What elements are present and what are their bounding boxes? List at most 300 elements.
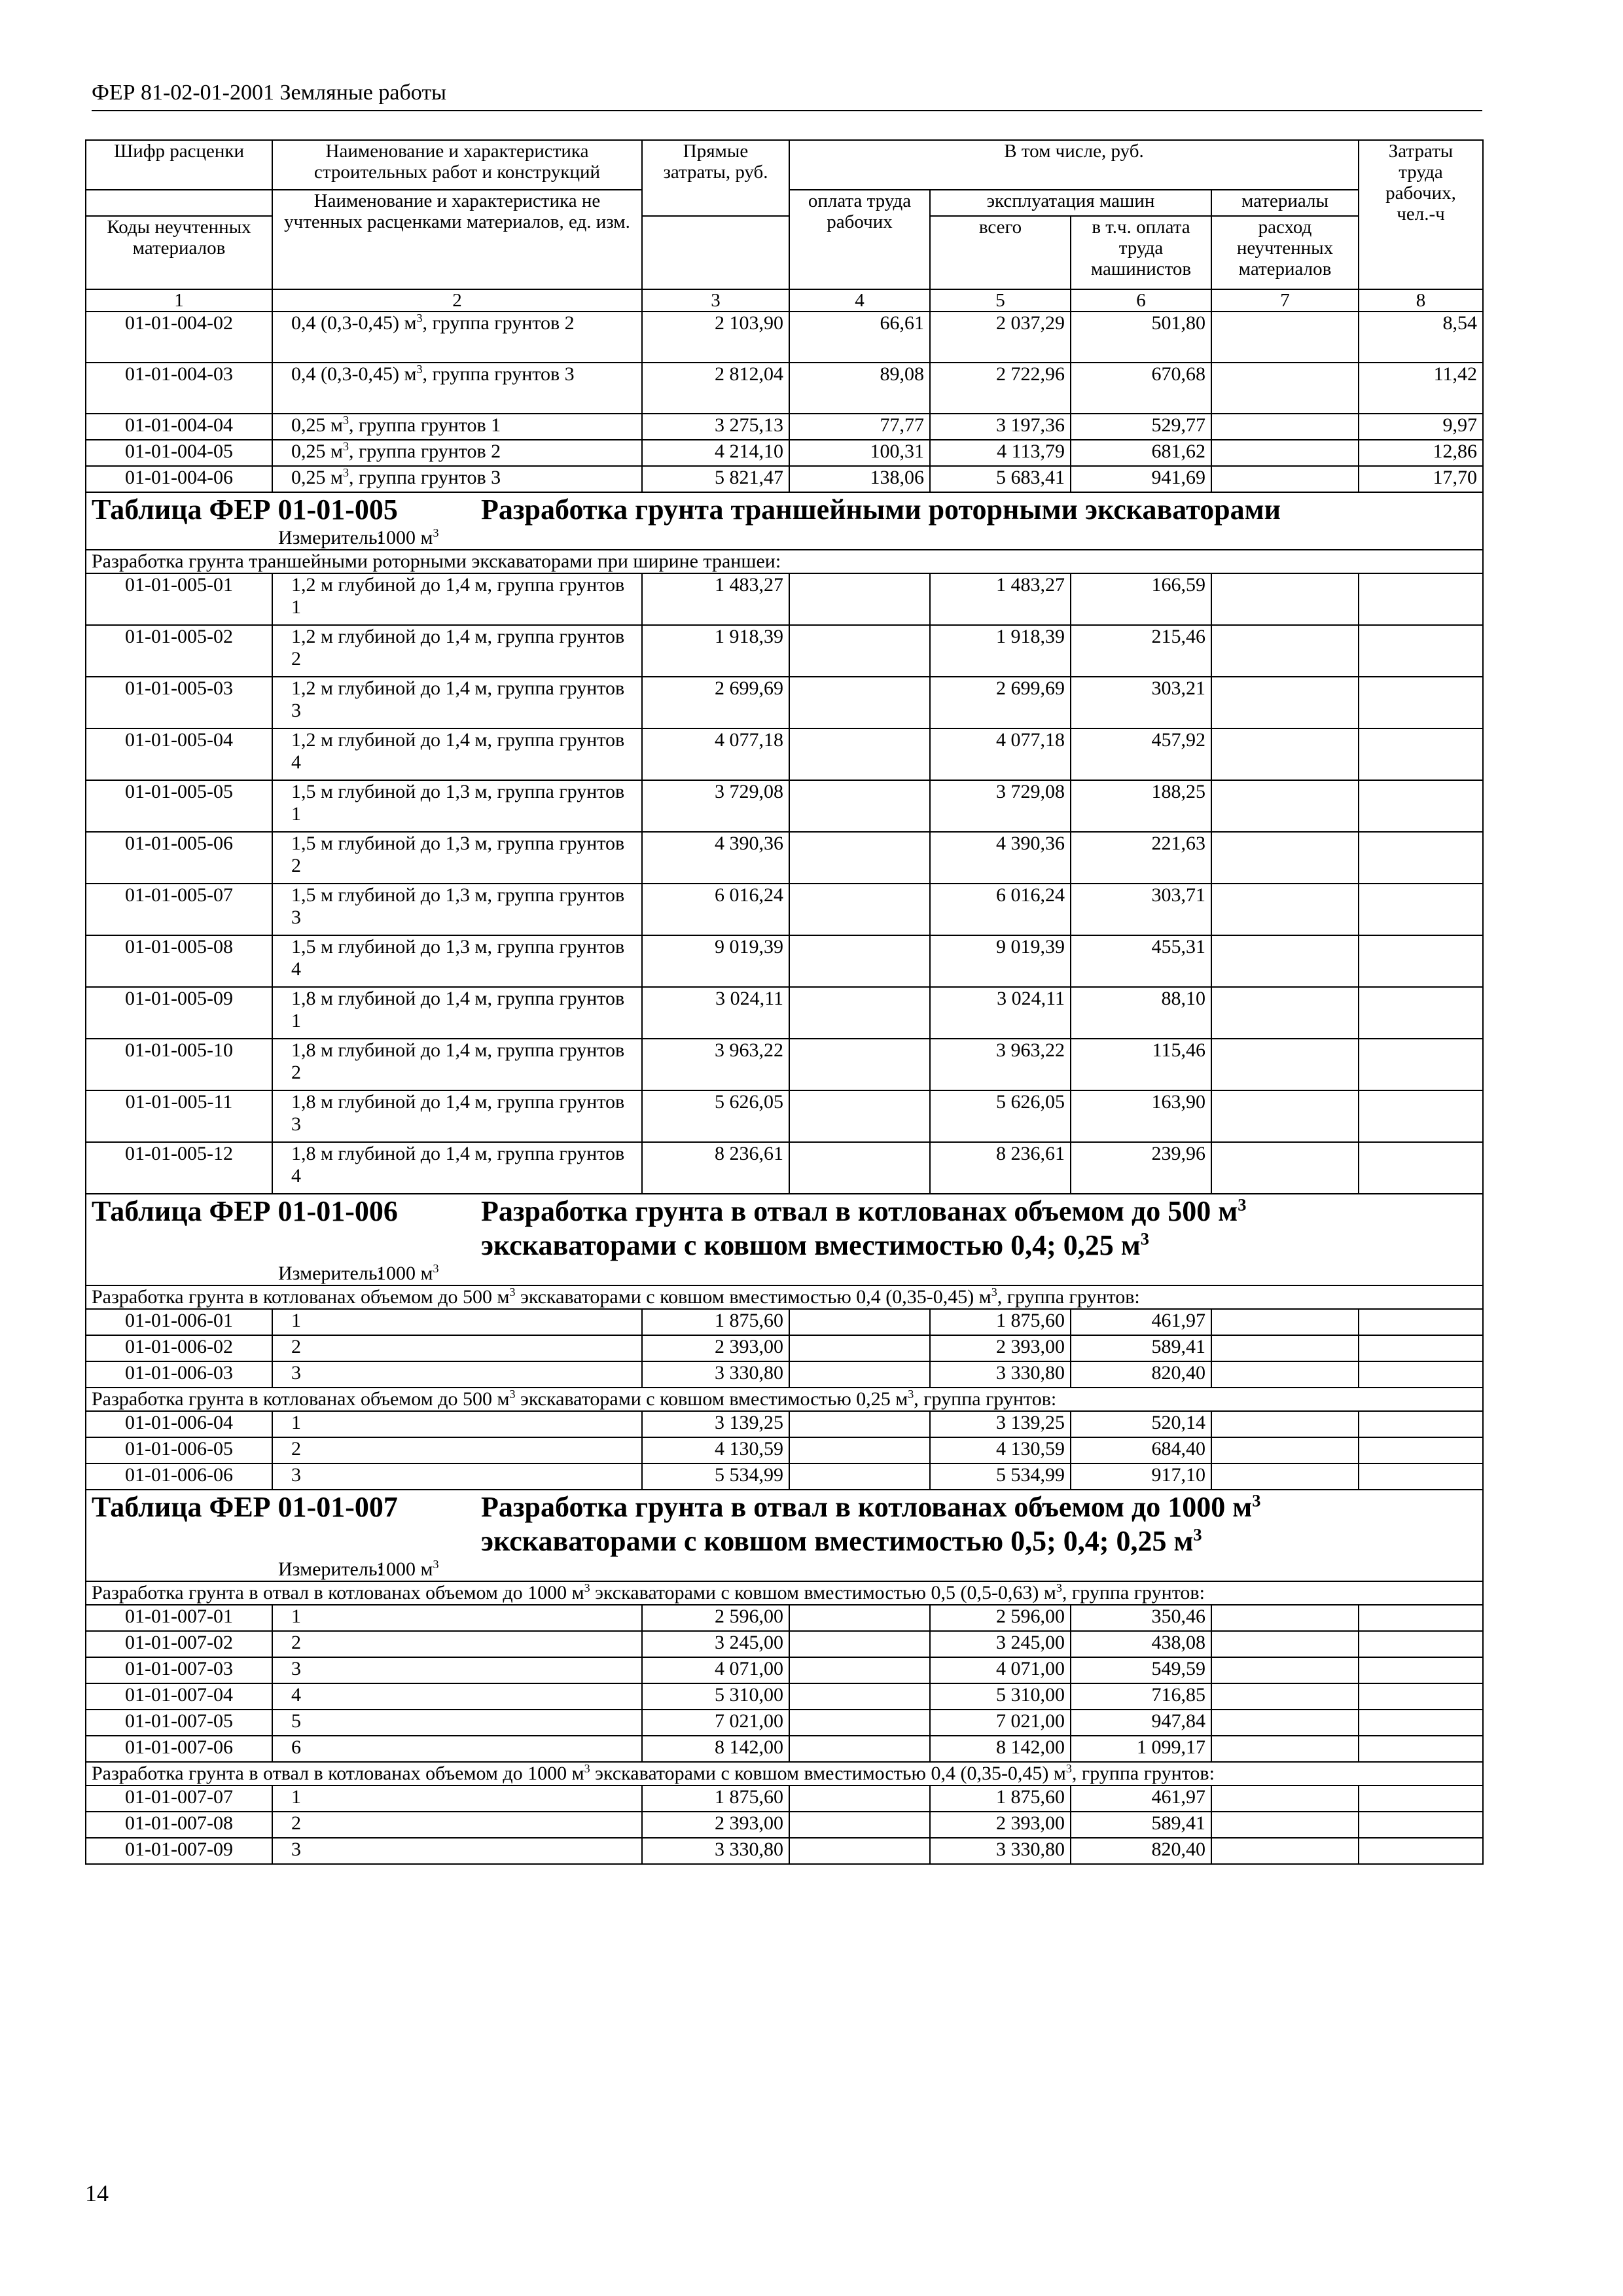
rate-name: 1,8 м глубиной до 1,4 м, группа грунтов 4 (272, 1142, 642, 1194)
wages-cost (789, 1142, 930, 1194)
direct-cost: 3 024,11 (642, 987, 789, 1039)
machines-cost: 1 483,27 (930, 573, 1071, 625)
machinists-wages: 221,63 (1071, 832, 1211, 884)
wages-cost: 77,77 (789, 414, 930, 440)
col-header-materials: материалы (1211, 190, 1359, 216)
rate-code: 01-01-004-02 (86, 312, 272, 363)
machines-cost: 1 875,60 (930, 1309, 1071, 1335)
measure-unit (92, 527, 1477, 549)
rate-code: 01-01-004-04 (86, 414, 272, 440)
direct-cost: 4 214,10 (642, 440, 789, 466)
table-row (86, 1361, 1483, 1388)
machinists-wages: 820,40 (1071, 1361, 1211, 1388)
materials-cost (1211, 832, 1359, 884)
rate-code: 01-01-005-04 (86, 728, 272, 780)
col-num: 8 (1359, 289, 1483, 312)
materials-cost (1211, 1361, 1359, 1388)
table-title: Разработка грунта в отвал в котлованах объемом до 500 $м^3$ (481, 1194, 1247, 1227)
rate-code: 01-01-006-05 (86, 1437, 272, 1463)
materials-cost (1211, 987, 1359, 1039)
wages-cost (789, 935, 930, 987)
col-header-name: Наименование и характеристика строительных работ и конструкций (272, 140, 642, 190)
rate-name: 2 (272, 1437, 642, 1463)
machines-cost: 2 722,96 (930, 363, 1071, 414)
machinists-wages: 166,59 (1071, 573, 1211, 625)
machinists-wages: 1 099,17 (1071, 1736, 1211, 1762)
machines-cost: 3 245,00 (930, 1631, 1071, 1657)
wages-cost (789, 884, 930, 935)
machines-cost: 3 963,22 (930, 1039, 1071, 1090)
machinists-wages: 438,08 (1071, 1631, 1211, 1657)
table-code: Таблица ФЕР 01-01-006 (92, 1195, 398, 1227)
labor-cost (1359, 1361, 1483, 1388)
machinists-wages: 501,80 (1071, 312, 1211, 363)
direct-cost: 3 330,80 (642, 1838, 789, 1864)
col-header-wages: оплата труда рабочих (789, 190, 930, 289)
section-note: Разработка грунта в котлованах объемом до 500 $м^3$ экскаваторами с ковшом вместимостью 0,25 $м^3$, группа грунтов: (86, 1388, 1483, 1411)
wages-cost (789, 1437, 930, 1463)
col-header-direct: Прямые затраты, руб. (642, 140, 789, 216)
labor-cost (1359, 987, 1483, 1039)
table-row (86, 466, 1483, 492)
labor-cost (1359, 1631, 1483, 1657)
direct-cost: 1 875,60 (642, 1785, 789, 1812)
rate-name: 1,8 м глубиной до 1,4 м, группа грунтов 2 (272, 1039, 642, 1090)
machinists-wages: 670,68 (1071, 363, 1211, 414)
machines-cost: 2 393,00 (930, 1335, 1071, 1361)
direct-cost: 2 596,00 (642, 1605, 789, 1631)
wages-cost (789, 1710, 930, 1736)
machines-cost: 4 077,18 (930, 728, 1071, 780)
rate-code: 01-01-006-04 (86, 1411, 272, 1437)
direct-cost: 4 390,36 (642, 832, 789, 884)
labor-cost (1359, 884, 1483, 935)
machinists-wages: 589,41 (1071, 1812, 1211, 1838)
machinists-wages: 941,69 (1071, 466, 1211, 492)
rate-code: 01-01-007-06 (86, 1736, 272, 1762)
rate-code: 01-01-007-02 (86, 1631, 272, 1657)
table-row (86, 728, 1483, 780)
rate-name: 0,4 (0,3-0,45) $м^3$, группа грунтов 3 (272, 363, 642, 414)
rate-name: 1,5 м глубиной до 1,3 м, группа грунтов 2 (272, 832, 642, 884)
labor-cost (1359, 1812, 1483, 1838)
materials-cost (1211, 1838, 1359, 1864)
machinists-wages: 303,71 (1071, 884, 1211, 935)
direct-cost: 3 963,22 (642, 1039, 789, 1090)
machines-cost: 3 197,36 (930, 414, 1071, 440)
col-num: 3 (642, 289, 789, 312)
section-note-row (86, 1285, 1483, 1309)
column-numbers-row (86, 289, 1483, 312)
wages-cost: 100,31 (789, 440, 930, 466)
labor-cost (1359, 1605, 1483, 1631)
rate-code: 01-01-004-03 (86, 363, 272, 414)
direct-cost: 8 236,61 (642, 1142, 789, 1194)
materials-cost (1211, 414, 1359, 440)
materials-cost (1211, 1309, 1359, 1335)
table-row (86, 1657, 1483, 1683)
machines-cost: 3 330,80 (930, 1838, 1071, 1864)
rate-code: 01-01-005-01 (86, 573, 272, 625)
table-title-line2: экскаваторами с ковшом вместимостью 0,4; 0,25 $м^3$ (481, 1229, 1149, 1261)
materials-cost (1211, 312, 1359, 363)
rate-name: 1,2 м глубиной до 1,4 м, группа грунтов 4 (272, 728, 642, 780)
machinists-wages: 455,31 (1071, 935, 1211, 987)
col-num: 7 (1211, 289, 1359, 312)
section-note: Разработка грунта в котлованах объемом до 500 $м^3$ экскаваторами с ковшом вместимостью 0,4 (0,35-0,45) $м^3$, группа грунтов: (86, 1285, 1483, 1309)
machines-cost: 5 310,00 (930, 1683, 1071, 1710)
labor-cost (1359, 1309, 1483, 1335)
table-row (86, 1838, 1483, 1864)
machines-cost: 3 330,80 (930, 1361, 1071, 1388)
machinists-wages: 684,40 (1071, 1437, 1211, 1463)
rate-name: 1,2 м глубиной до 1,4 м, группа грунтов 3 (272, 677, 642, 728)
labor-cost (1359, 1736, 1483, 1762)
rate-name: 3 (272, 1361, 642, 1388)
wages-cost (789, 832, 930, 884)
section-note-row (86, 1388, 1483, 1411)
table-row (86, 1631, 1483, 1657)
rate-name: 1 (272, 1785, 642, 1812)
machines-cost: 4 071,00 (930, 1657, 1071, 1683)
labor-cost (1359, 935, 1483, 987)
col-num: 4 (789, 289, 930, 312)
direct-cost: 4 077,18 (642, 728, 789, 780)
rate-code: 01-01-007-08 (86, 1812, 272, 1838)
materials-cost (1211, 1039, 1359, 1090)
table-row (86, 1309, 1483, 1335)
direct-cost: 5 821,47 (642, 466, 789, 492)
table-title-line2: экскаваторами с ковшом вместимостью 0,5; 0,4; 0,25 $м^3$ (481, 1524, 1202, 1557)
machinists-wages: 239,96 (1071, 1142, 1211, 1194)
labor-cost (1359, 832, 1483, 884)
machines-cost: 2 699,69 (930, 677, 1071, 728)
materials-cost (1211, 1411, 1359, 1437)
page-number: 14 (85, 2180, 109, 2206)
direct-cost: 2 699,69 (642, 677, 789, 728)
wages-cost (789, 1411, 930, 1437)
col-header-machines-total: всего (930, 216, 1071, 289)
table-row (86, 625, 1483, 677)
materials-cost (1211, 1463, 1359, 1490)
materials-cost (1211, 935, 1359, 987)
table-row (86, 935, 1483, 987)
machinists-wages: 88,10 (1071, 987, 1211, 1039)
measure-label: Измеритель: (278, 527, 383, 548)
direct-cost: 1 483,27 (642, 573, 789, 625)
rate-name: 0,25 $м^3$, группа грунтов 1 (272, 414, 642, 440)
measure-value: 1000 $м^3$ (376, 526, 439, 548)
col-header-incl: В том числе, руб. (789, 140, 1359, 190)
labor-cost (1359, 1411, 1483, 1437)
rate-name: 2 (272, 1631, 642, 1657)
rates-table (85, 139, 1484, 1865)
measure-unit (92, 1263, 1477, 1285)
wages-cost (789, 1309, 930, 1335)
rate-name: 3 (272, 1838, 642, 1864)
direct-cost: 4 130,59 (642, 1437, 789, 1463)
measure-value: 1000 $м^3$ (376, 1262, 439, 1284)
labor-cost (1359, 1683, 1483, 1710)
rate-code: 01-01-006-06 (86, 1463, 272, 1490)
col-num: 5 (930, 289, 1071, 312)
machinists-wages: 520,14 (1071, 1411, 1211, 1437)
table-row (86, 1463, 1483, 1490)
materials-cost (1211, 728, 1359, 780)
rate-name: 1,5 м глубиной до 1,3 м, группа грунтов 1 (272, 780, 642, 832)
machines-cost: 9 019,39 (930, 935, 1071, 987)
direct-cost: 2 103,90 (642, 312, 789, 363)
rate-name: 2 (272, 1335, 642, 1361)
machines-cost: 3 139,25 (930, 1411, 1071, 1437)
labor-cost (1359, 625, 1483, 677)
rate-code: 01-01-005-12 (86, 1142, 272, 1194)
rate-code: 01-01-004-06 (86, 466, 272, 492)
rate-code: 01-01-005-05 (86, 780, 272, 832)
measure-unit (92, 1558, 1477, 1581)
section-note: Разработка грунта траншейными роторными экскаваторами при ширине траншеи: (86, 550, 1483, 573)
section-note-row (86, 1581, 1483, 1605)
wages-cost (789, 677, 930, 728)
materials-cost (1211, 1142, 1359, 1194)
rate-code: 01-01-007-04 (86, 1683, 272, 1710)
rate-code: 01-01-006-02 (86, 1335, 272, 1361)
machines-cost: 5 534,99 (930, 1463, 1071, 1490)
rate-name: 1,5 м глубиной до 1,3 м, группа грунтов 3 (272, 884, 642, 935)
rate-code: 01-01-007-07 (86, 1785, 272, 1812)
direct-cost: 3 330,80 (642, 1361, 789, 1388)
col-header-code: Шифр расценки (86, 140, 272, 190)
col-num: 6 (1071, 289, 1211, 312)
rate-code: 01-01-005-03 (86, 677, 272, 728)
wages-cost (789, 987, 930, 1039)
rate-code: 01-01-006-03 (86, 1361, 272, 1388)
labor-cost (1359, 1463, 1483, 1490)
rate-code: 01-01-005-07 (86, 884, 272, 935)
table-row (86, 1605, 1483, 1631)
table-row (86, 312, 1483, 363)
machines-cost: 1 875,60 (930, 1785, 1071, 1812)
machines-cost: 4 113,79 (930, 440, 1071, 466)
rate-name: 4 (272, 1683, 642, 1710)
direct-cost: 6 016,24 (642, 884, 789, 935)
table-row (86, 1039, 1483, 1090)
materials-cost (1211, 440, 1359, 466)
direct-cost: 7 021,00 (642, 1710, 789, 1736)
wages-cost (789, 1463, 930, 1490)
machines-cost: 2 596,00 (930, 1605, 1071, 1631)
machines-cost: 2 393,00 (930, 1812, 1071, 1838)
table-row (86, 1335, 1483, 1361)
wages-cost (789, 573, 930, 625)
labor-cost (1359, 728, 1483, 780)
labor-cost: 12,86 (1359, 440, 1483, 466)
table-row (86, 1411, 1483, 1437)
machinists-wages: 350,46 (1071, 1605, 1211, 1631)
rate-name: 1 (272, 1411, 642, 1437)
table-row (86, 363, 1483, 414)
wages-cost (789, 1605, 930, 1631)
labor-cost: 17,70 (1359, 466, 1483, 492)
machinists-wages: 215,46 (1071, 625, 1211, 677)
materials-cost (1211, 363, 1359, 414)
direct-cost: 1 918,39 (642, 625, 789, 677)
labor-cost (1359, 1657, 1483, 1683)
wages-cost (789, 1361, 930, 1388)
section-note-row (86, 1762, 1483, 1785)
wages-cost: 66,61 (789, 312, 930, 363)
machinists-wages: 820,40 (1071, 1838, 1211, 1864)
section-note: Разработка грунта в отвал в котлованах объемом до 1000 $м^3$ экскаваторами с ковшом вместимостью 0,5 (0,5-0,63) $м^3$, группа грунтов: (86, 1581, 1483, 1605)
wages-cost: 138,06 (789, 466, 930, 492)
rate-name: 6 (272, 1736, 642, 1762)
materials-cost (1211, 1335, 1359, 1361)
materials-cost (1211, 1683, 1359, 1710)
machinists-wages: 457,92 (1071, 728, 1211, 780)
rate-name: 1 (272, 1309, 642, 1335)
table-row (86, 1785, 1483, 1812)
rate-name: 3 (272, 1463, 642, 1490)
machines-cost: 5 626,05 (930, 1090, 1071, 1142)
rate-name: 0,25 $м^3$, группа грунтов 3 (272, 466, 642, 492)
machines-cost: 6 016,24 (930, 884, 1071, 935)
machines-cost: 8 142,00 (930, 1736, 1071, 1762)
materials-cost (1211, 1657, 1359, 1683)
direct-cost: 5 534,99 (642, 1463, 789, 1490)
rate-name: 2 (272, 1812, 642, 1838)
materials-cost (1211, 884, 1359, 935)
machines-cost: 5 683,41 (930, 466, 1071, 492)
labor-cost (1359, 1785, 1483, 1812)
direct-cost: 2 393,00 (642, 1335, 789, 1361)
machinists-wages: 163,90 (1071, 1090, 1211, 1142)
table-code: Таблица ФЕР 01-01-005 (92, 493, 398, 526)
labor-cost (1359, 780, 1483, 832)
machinists-wages: 947,84 (1071, 1710, 1211, 1736)
wages-cost (789, 1812, 930, 1838)
materials-cost (1211, 1710, 1359, 1736)
rate-code: 01-01-005-10 (86, 1039, 272, 1090)
machinists-wages: 303,21 (1071, 677, 1211, 728)
labor-cost (1359, 1335, 1483, 1361)
labor-cost (1359, 677, 1483, 728)
wages-cost (789, 1335, 930, 1361)
labor-cost: 11,42 (1359, 363, 1483, 414)
wages-cost: 89,08 (789, 363, 930, 414)
materials-cost (1211, 1785, 1359, 1812)
table-title-row (86, 492, 1483, 550)
direct-cost: 4 071,00 (642, 1657, 789, 1683)
table-row (86, 780, 1483, 832)
direct-cost: 8 142,00 (642, 1736, 789, 1762)
table-title-row (86, 1490, 1483, 1581)
rate-code: 01-01-007-05 (86, 1710, 272, 1736)
section-note-row (86, 550, 1483, 573)
machinists-wages: 461,97 (1071, 1785, 1211, 1812)
table-title: Разработка грунта траншейными роторными экскаваторами (481, 493, 1281, 526)
labor-cost: 8,54 (1359, 312, 1483, 363)
direct-cost: 3 139,25 (642, 1411, 789, 1437)
section-note: Разработка грунта в отвал в котлованах объемом до 1000 $м^3$ экскаваторами с ковшом вместимостью 0,4 (0,35-0,45) $м^3$, группа грунтов: (86, 1762, 1483, 1785)
table-row (86, 414, 1483, 440)
machinists-wages: 681,62 (1071, 440, 1211, 466)
table-row (86, 1710, 1483, 1736)
col-header-name-materials: Наименование и характеристика не учтенных расценками материалов, ед. изм. (272, 190, 642, 289)
rate-code: 01-01-005-11 (86, 1090, 272, 1142)
rate-code: 01-01-005-08 (86, 935, 272, 987)
materials-cost (1211, 1736, 1359, 1762)
table-row (86, 1142, 1483, 1194)
machines-cost: 7 021,00 (930, 1710, 1071, 1736)
table-row (86, 440, 1483, 466)
col-header-machines-wages: в т.ч. оплата труда машинистов (1071, 216, 1211, 289)
table-title: Разработка грунта в отвал в котлованах объемом до 1000 $м^3$ (481, 1490, 1261, 1523)
rate-code: 01-01-004-05 (86, 440, 272, 466)
direct-cost: 5 310,00 (642, 1683, 789, 1710)
direct-cost: 3 729,08 (642, 780, 789, 832)
rate-code: 01-01-007-01 (86, 1605, 272, 1631)
table-row (86, 677, 1483, 728)
table-row (86, 1812, 1483, 1838)
machinists-wages: 549,59 (1071, 1657, 1211, 1683)
measure-value: 1000 $м^3$ (376, 1558, 439, 1580)
table-row (86, 884, 1483, 935)
wages-cost (789, 1657, 930, 1683)
machines-cost: 4 390,36 (930, 832, 1071, 884)
wages-cost (789, 780, 930, 832)
col-num: 1 (86, 289, 272, 312)
col-header-machines: эксплуатация машин (930, 190, 1211, 216)
materials-cost (1211, 780, 1359, 832)
machines-cost: 8 236,61 (930, 1142, 1071, 1194)
table-row (86, 573, 1483, 625)
labor-cost (1359, 1838, 1483, 1864)
table-row (86, 1090, 1483, 1142)
materials-cost (1211, 573, 1359, 625)
rate-code: 01-01-007-09 (86, 1838, 272, 1864)
labor-cost (1359, 573, 1483, 625)
wages-cost (789, 1039, 930, 1090)
rate-name: 0,25 $м^3$, группа грунтов 2 (272, 440, 642, 466)
table-title-row (86, 1194, 1483, 1285)
rate-name: 3 (272, 1657, 642, 1683)
rate-code: 01-01-005-09 (86, 987, 272, 1039)
rate-name: 1,2 м глубиной до 1,4 м, группа грунтов 2 (272, 625, 642, 677)
materials-cost (1211, 1631, 1359, 1657)
table-row (86, 832, 1483, 884)
rate-name: 1,2 м глубиной до 1,4 м, группа грунтов 1 (272, 573, 642, 625)
machines-cost: 1 918,39 (930, 625, 1071, 677)
rate-code: 01-01-005-06 (86, 832, 272, 884)
materials-cost (1211, 677, 1359, 728)
direct-cost: 1 875,60 (642, 1309, 789, 1335)
direct-cost: 3 245,00 (642, 1631, 789, 1657)
machinists-wages: 589,41 (1071, 1335, 1211, 1361)
table-row (86, 1437, 1483, 1463)
wages-cost (789, 728, 930, 780)
wages-cost (789, 1838, 930, 1864)
direct-cost: 2 393,00 (642, 1812, 789, 1838)
labor-cost (1359, 1437, 1483, 1463)
machines-cost: 3 024,11 (930, 987, 1071, 1039)
direct-cost: 2 812,04 (642, 363, 789, 414)
rate-code: 01-01-005-02 (86, 625, 272, 677)
rate-name: 1,5 м глубиной до 1,3 м, группа грунтов 4 (272, 935, 642, 987)
labor-cost (1359, 1710, 1483, 1736)
rate-name: 1,8 м глубиной до 1,4 м, группа грунтов 3 (272, 1090, 642, 1142)
direct-cost: 5 626,05 (642, 1090, 789, 1142)
materials-cost (1211, 625, 1359, 677)
